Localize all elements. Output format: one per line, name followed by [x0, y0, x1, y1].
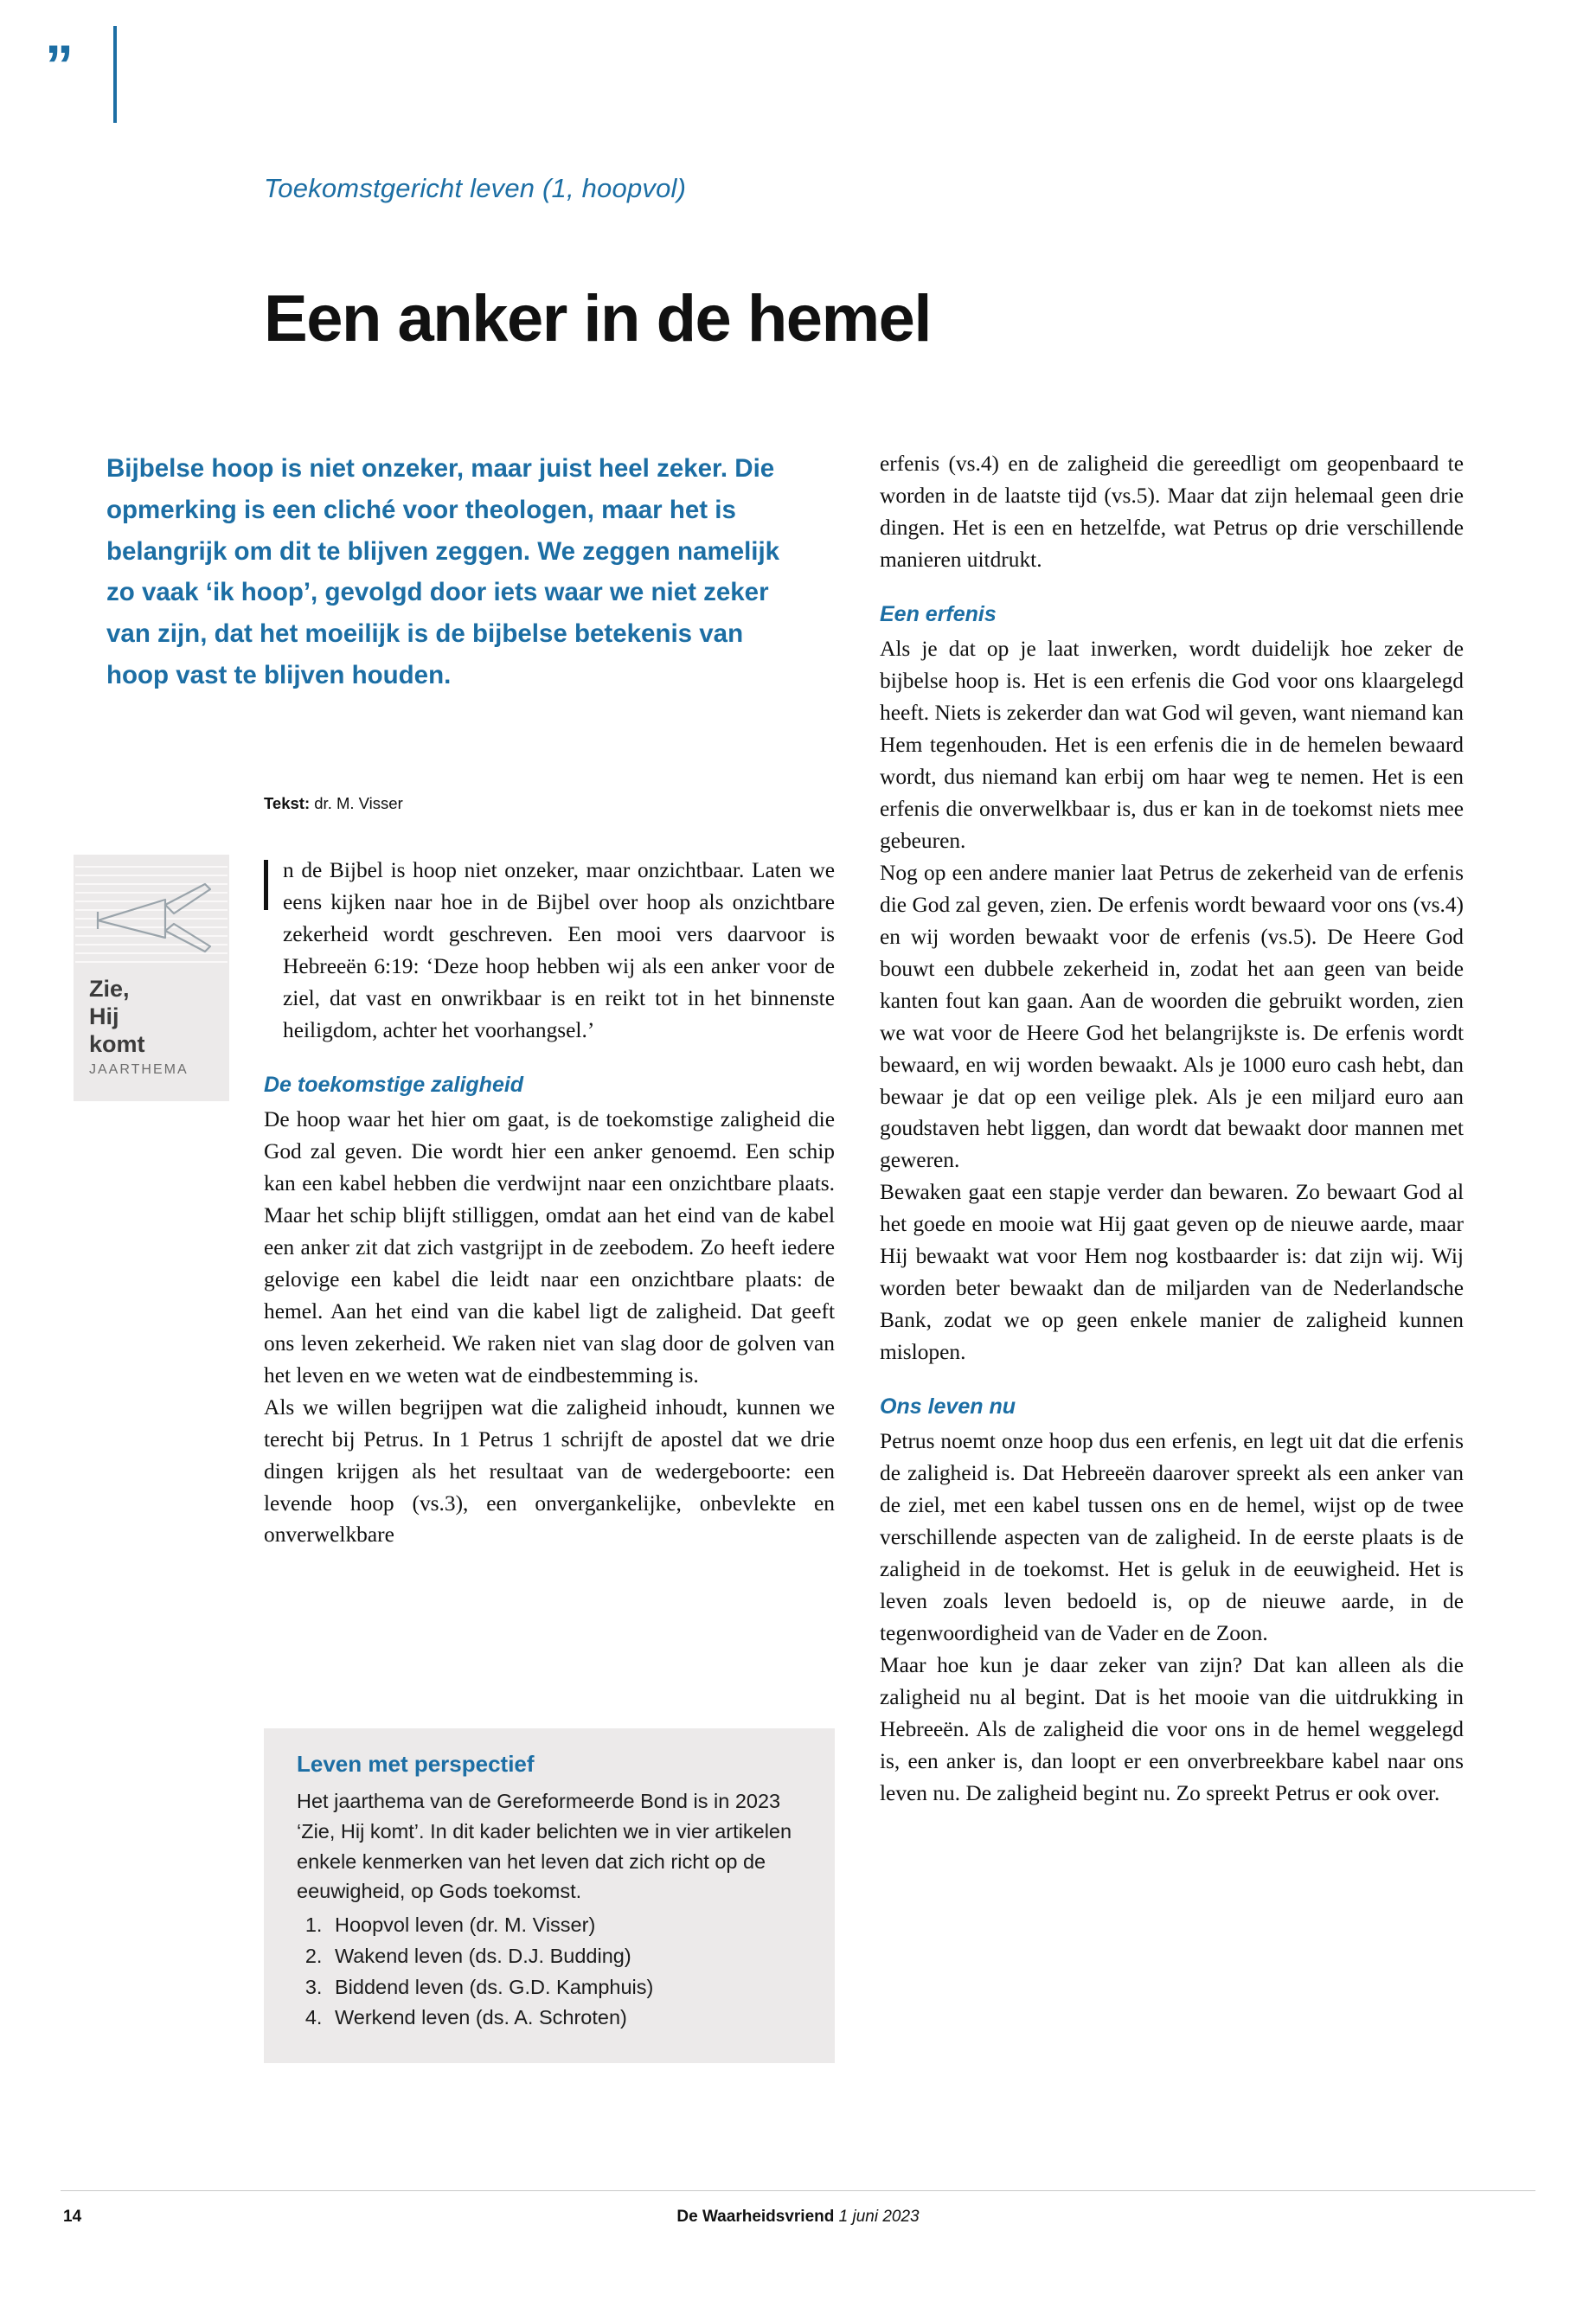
paragraph-text: n de Bijbel is hoop niet onzeker, maar onzichtbaar. Laten we eens kijken naar hoe in de Bijbel over hoop als onzichtbare zekerheid wordt geschreven. Een mooi vers daarvoor is Hebreeën 6:19: ‘Deze hoop hebben wij als een anker voor de ziel, dat vast en onwrikbaar is en reikt tot in het binnenste heiligdom, achter het voorhangsel.’	[283, 858, 835, 1042]
paragraph: Als we willen begrijpen wat die zaligheid inhoudt, kunnen we terecht bij Petrus. In 1 Petrus 1 schrijft de apostel dat we drie dingen krijgen als het resultaat van de wedergeboorte: een levende hoop (vs.3), een onvergankelijke, onbevlekte en onverwelkbare	[264, 1394, 835, 1548]
footer-divider	[61, 2190, 1535, 2191]
list-item: 3. Biddend leven (ds. G.D. Kamphuis)	[328, 1972, 805, 2003]
paragraph: De hoop waar het hier om gaat, is de toekomstige zaligheid die God zal geven. Die wordt hier een anker genoemd. Een schip kan een kabel hebben die verdwijnt naar een onzichtbare plaats. Maar het schip blijft stilliggen, omdat aan het eind van de kabel een anker zit dat zich vastgrijpt in de zeebodem. Zo heeft iedere gelovige een kabel die leidt naar een onzichtbare plaats: de hemel. Aan het eind van die kabel ligt de zaligheid. Dat geeft ons leven zekerheid. We raken niet van slag door de golven van het leven en we weten wat de eindbestemming is.	[264, 1107, 835, 1388]
paragraph: Petrus noemt onze hoop dus een erfenis, en legt uit dat die erfenis de zaligheid is. Dat Hebreeën daarover spreekt als een anker van de ziel, met een kabel tussen ons en de hemel, wijst op de twee verschillende aspecten van de zaligheid. In de eerste plaats is de zaligheid in de toekomst. Het is geluk in de eeuwigheid. Het is leven zoals leven bedoeld is, op de nieuwe aarde, in de tegenwoordigheid van de Vader en de Zoon.	[880, 1429, 1464, 1646]
jaarthema-box	[74, 855, 229, 1101]
jaarthema-title: Zie, Hij komt	[89, 976, 145, 1057]
left-margin-bar	[0, 0, 93, 2301]
info-box	[264, 1728, 835, 2063]
trumpet-icon	[91, 870, 217, 965]
dropcap-rule	[264, 860, 268, 910]
info-box-list	[297, 1910, 805, 2034]
list-item: 1. Hoopvol leven (dr. M. Visser)	[328, 1910, 805, 1941]
body-column-left	[264, 855, 835, 1551]
footer-issue-date: 1 juni 2023	[838, 2208, 920, 2226]
byline-author: dr. M. Visser	[314, 794, 403, 812]
list-item: 4. Werkend leven (ds. A. Schroten)	[328, 2003, 805, 2034]
body-column-right	[880, 448, 1464, 1810]
paragraph: erfenis (vs.4) en de zaligheid die gereedligt om geopenbaard te worden in de laatste tijd (vs.5). Maar dat zijn helemaal geen drie dingen. Het is een en hetzelfde, wat Petrus op drie verschillende manieren uitdrukt.	[880, 452, 1464, 572]
header-rule	[113, 26, 117, 123]
article-kicker: Toekomstgericht leven (1, hoopvol)	[264, 173, 687, 203]
byline-label: Tekst:	[264, 794, 311, 812]
paragraph	[264, 855, 835, 1047]
info-box-body: Het jaarthema van de Gereformeerde Bond is in 2023 ‘Zie, Hij komt’. In dit kader belichten we in vier artikelen enkele kenmerken van het leven dat zich richt op de eeuwigheid, op Gods toekomst.	[297, 1790, 792, 1903]
quote-mark-icon: ”	[45, 33, 72, 97]
subheading: Een erfenis	[880, 601, 997, 626]
footer-publication: De Waarheidsvriend	[676, 2208, 835, 2226]
byline	[264, 794, 809, 813]
subheading: Ons leven nu	[880, 1394, 1016, 1420]
paragraph: Maar hoe kun je daar zeker van zijn? Dat kan alleen als die zaligheid nu al begint. Dat is het mooie van die uitdrukking in Hebreeën. Als de zaligheid die voor ons in de hemel weggelegd is, een anker is, dan loopt er een onverbreekbare kabel naar ons leven nu. De zaligheid begint nu. Zo spreekt Petrus er ook over.	[880, 1653, 1464, 1805]
info-box-title: Leven met perspectief	[297, 1751, 535, 1777]
footer-caption	[0, 2208, 1596, 2227]
article-lead: Bijbelse hoop is niet onzeker, maar juist heel zeker. Die opmerking is een cliché voor theologen, maar het is belangrijk om dit te blijven zeggen. We zeggen namelijk zo vaak ‘ik hoop’, gevolgd door iets waar we niet zeker van zijn, dat het moeilijk is de bijbelse betekenis van hoop vast te blijven houden.	[106, 454, 780, 689]
paragraph: Nog op een andere manier laat Petrus de zekerheid van de erfenis die God zal geven, zien. De erfenis wordt bewaard voor ons (vs.4) en wij worden bewaakt voor de erfenis (vs.5). De Heere God bouwt een dubbele zekerheid in, zodat het aan geen van beide kanten fout kan gaan. Aan de woorden die gebruikt worden, zien we wat voor de Heere God het belangrijkste is. De erfenis wordt bewaard, en wij worden bewaakt. Als je 1000 euro cash hebt, dan bewaar je dat op een veilige plek. Als je een miljard euro aan goudstaven hebt liggen, dan wordt dat bewaakt door mannen met geweren.	[880, 860, 1464, 1173]
jaarthema-subtitle: JAARTHEMA	[89, 1062, 189, 1077]
list-item: 2. Wakend leven (ds. D.J. Budding)	[328, 1941, 805, 1972]
subheading: De toekomstige zaligheid	[264, 1072, 524, 1097]
paragraph: Bewaken gaat een stapje verder dan bewaren. Zo bewaart God al het goede en mooie wat Hij gaat geven op de nieuwe aarde, maar Hij bewaakt wat voor Hem nog kostbaarder is: dat zijn wij. Wij worden beter bewaakt dan de miljarden van de Nederlandsche Bank, zodat we op geen enkele manier de zaligheid kunnen mislopen.	[880, 1180, 1464, 1365]
page-number: 14	[63, 2208, 82, 2226]
paragraph: Als je dat op je laat inwerken, wordt duidelijk hoe zeker de bijbelse hoop is. Het is een erfenis die God voor ons klaargelegd heeft. Niets is zekerder dan wat God wil geven, want niemand kan Hem tegenhouden. Het is een erfenis die in de hemelen bewaard wordt, dus niemand kan erbij om haar weg te nemen. Het is een erfenis die onverwelkbaar is, dus er kan in de toekomst niets mee gebeuren.	[880, 637, 1464, 853]
page-title: Een anker in de hemel	[264, 281, 932, 356]
